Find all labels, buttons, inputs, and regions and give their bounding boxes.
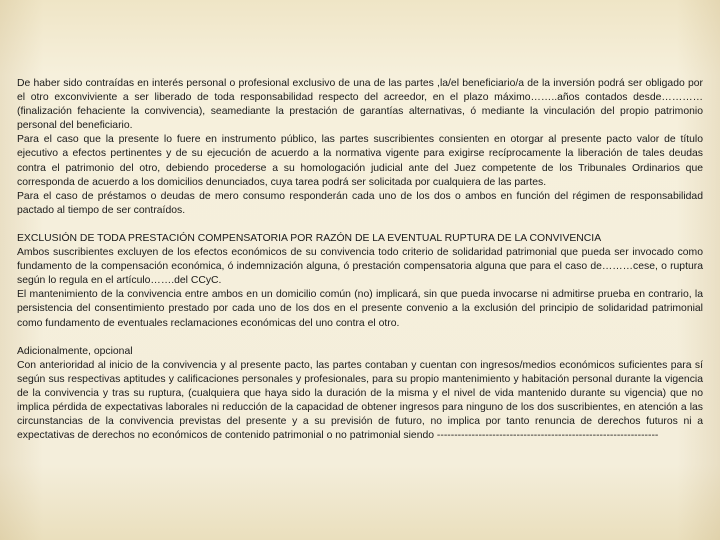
spacer [17, 331, 703, 345]
paragraph-cohabitation-maintenance: El mantenimiento de la convivencia entre ambos en un domicilio común (no) implicará, sin que pueda invocarse ni admitirse prueba en contrario, la persistencia del consentimiento prestado por cada uno de los dos en el presente convenio a la exclusión del principio de solidaridad patrimonial como fundamento de eventuales reclamaciones económicas del uno contra el otro. [17, 289, 703, 329]
paragraph-executive-title: Para el caso que la presente lo fuere en instrumento público, las partes suscribientes consienten en otorgar al presente pacto valor de título ejecutivo a efectos pertinentes y de su ejecución de acuerdo a la normativa vigente para exigirse recíprocamente la liberación de tales deudas contra el patrimonio del otro, debiendo procederse a su homologación judicial ante del Juez competente de los Tribunales Ordinarios que corresponda de acuerdo a los domicilios denunciados, cuya tarea podrá ser solicitada por cualquiera de las partes. [17, 134, 703, 188]
spacer [17, 218, 703, 232]
paragraph-consumer-loans: Para el caso de préstamos o deudas de mero consumo responderán cada uno de los dos o ambos en función del régimen de responsabilidad pactado al tiempo de ser contraídos. [17, 190, 703, 216]
section-heading-optional: Adicionalmente, opcional [17, 345, 133, 357]
paragraph-prior-income: Con anterioridad al inicio de la convivencia y al presente pacto, las partes contaban y cuentan con ingresos/medios económicos suficientes para sí según sus respectivas aptitudes y calificaciones personales y profesionales, para su propio mantenimiento y habitación personal durante la vigencia de la convivencia y tras su ruptura, (cualquiera que haya sido la duración de la misma y el nivel de vida mantenido durante su vigencia) que no implica pérdida de expectativas laborales ni reducción de la capacidad de obtener ingresos para ninguno de los dos suscribientes, en atención a las circunstancias de la convivencia previstas del presente y a su previsión de futuro, no implica por tanto renuncia de derechos futuros ni a expectativas de derechos no económicos de contenido patrimonial o no patrimonial siendo ---------------------------------------------------------------- [17, 359, 703, 442]
paragraph-guarantee-release: De haber sido contraídas en interés personal o profesional exclusivo de una de las partes ,la/el beneficiario/a de la inversión podrá ser obligado por el otro exconviviente a ser liberado de toda responsabilidad respecto del acreedor, en el plazo máximo……..años contados desde…………(finalización fehaciente la convivencia), seamediante la prestación de garantías alternativas, ó mediante la vinculación del propio patrimonio personal del beneficiario. [17, 78, 703, 132]
section-heading-exclusion: EXCLUSIÓN DE TODA PRESTACIÓN COMPENSATORIA POR RAZÓN DE LA EVENTUAL RUPTURA DE LA CONVIVENCIA [17, 232, 602, 244]
paragraph-exclusion-solidarity: Ambos suscribientes excluyen de los efectos económicos de su convivencia todo criterio de solidaridad patrimonial que pueda ser invocado como fundamento de la compensación económica, ó indemnización alguna, ó prestación compensatoria alguna que para el caso de………cese, o ruptura según lo regula en el artículo…….del CCyC. [17, 247, 703, 287]
document-body [17, 77, 703, 443]
